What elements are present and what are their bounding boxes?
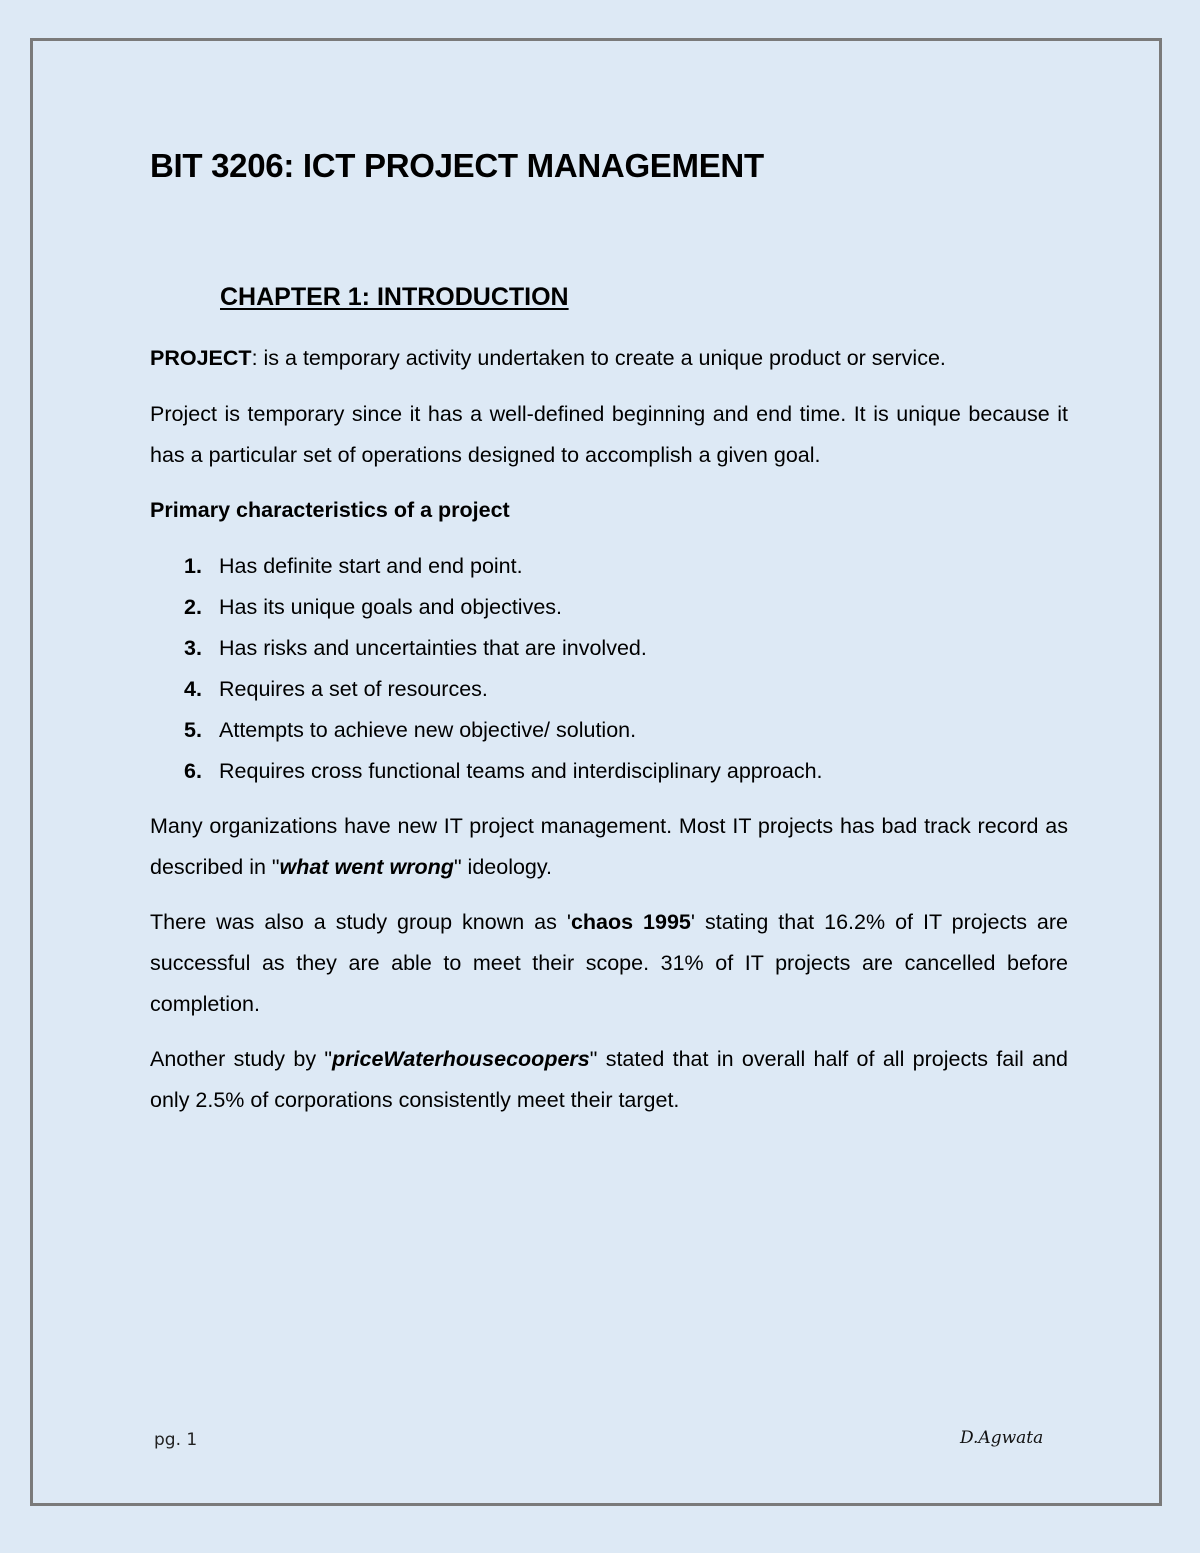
- paragraph-it-projects: [150, 806, 1068, 888]
- paragraph-text: Many organizations have new IT project management. Most IT projects has bad track record as described in ": [150, 814, 1068, 879]
- list-item: [150, 546, 1068, 587]
- characteristics-heading: Primary characteristics of a project: [150, 498, 510, 522]
- chapter-title: CHAPTER 1: INTRODUCTION: [220, 283, 569, 311]
- emphasis-what-went-wrong: what went wrong: [279, 855, 454, 879]
- list-item: [150, 751, 1068, 792]
- list-item-text: Has its unique goals and objectives.: [219, 595, 563, 619]
- list-item-text: Has risks and uncertainties that are involved.: [219, 636, 647, 660]
- list-item-number: 5.: [184, 718, 202, 742]
- definition-term: PROJECT: [150, 346, 252, 370]
- list-item: [150, 628, 1068, 669]
- list-item-number: 4.: [184, 677, 202, 701]
- list-item-text: Requires a set of resources.: [219, 677, 488, 701]
- page-number: pg. 1: [154, 1430, 198, 1450]
- author-signature: D.Agwata: [960, 1428, 1044, 1448]
- paragraph-text: " ideology.: [453, 855, 553, 879]
- list-item-number: 6.: [184, 759, 202, 783]
- paragraph-chaos-study: [150, 902, 1068, 1025]
- list-item-text: Requires cross functional teams and interdisciplinary approach.: [219, 759, 823, 783]
- paragraph-temporary: Project is temporary since it has a well-defined beginning and end time. It is unique because it has a particular set of operations designed to accomplish a given goal.: [150, 402, 1068, 467]
- list-item-number: 2.: [184, 595, 202, 619]
- list-item: [150, 710, 1068, 751]
- list-item-text: Attempts to achieve new objective/ solution.: [219, 718, 637, 742]
- paragraph-text: There was also a study group known as ': [150, 910, 571, 934]
- project-definition: [150, 338, 1068, 379]
- list-item: [150, 669, 1068, 710]
- emphasis-chaos-1995: chaos 1995: [570, 910, 691, 934]
- document-body: [150, 142, 1068, 1121]
- definition-text: : is a temporary activity undertaken to create a unique product or service.: [251, 346, 946, 370]
- paragraph-pwc-study: [150, 1039, 1068, 1121]
- paragraph-text: " stated that in overall half of all projects fail and only 2.5% of corporations consistently meet their target.: [150, 1047, 1068, 1112]
- paragraph-text: Another study by ": [150, 1047, 333, 1071]
- list-item-number: 3.: [184, 636, 202, 660]
- paragraph-text: ' stating that 16.2% of IT projects are successful as they are able to meet their scope. 31% of IT projects are cancelled before completion.: [150, 910, 1068, 1016]
- emphasis-pwc: priceWaterhousecoopers: [332, 1047, 590, 1071]
- list-item-number: 1.: [184, 554, 202, 578]
- list-item-text: Has definite start and end point.: [219, 554, 523, 578]
- characteristics-list: [150, 546, 1068, 792]
- document-title: BIT 3206: ICT PROJECT MANAGEMENT: [150, 147, 764, 184]
- list-item: [150, 587, 1068, 628]
